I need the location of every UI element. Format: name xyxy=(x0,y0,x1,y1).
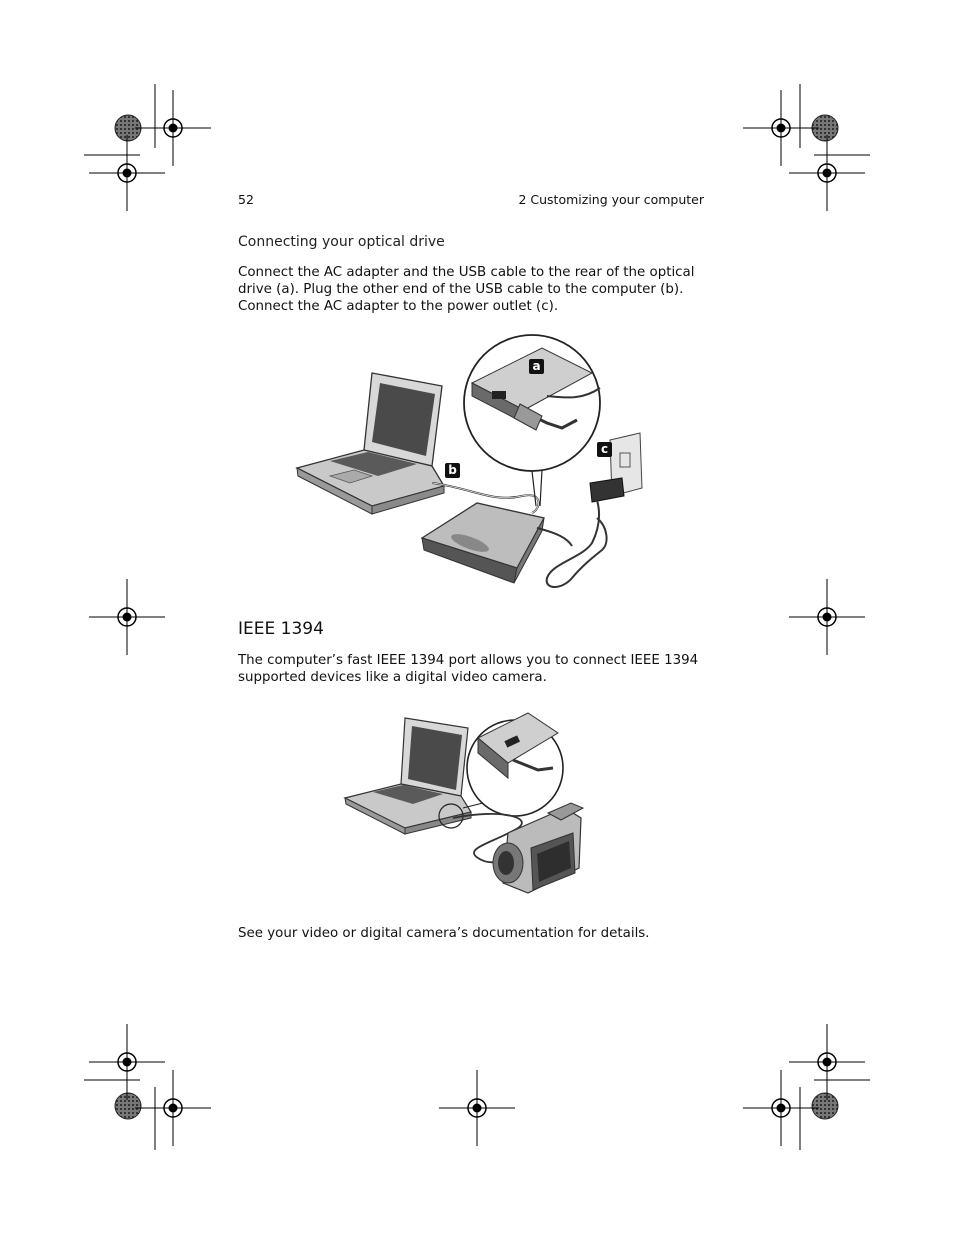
ieee-heading: IEEE 1394 xyxy=(238,619,324,639)
chapter-title: 2 Customizing your computer xyxy=(518,192,704,207)
callout-c: c xyxy=(597,442,612,457)
paragraph-line: The computer’s fast IEEE 1394 port allows you to connect IEEE 1394 xyxy=(238,653,699,668)
optical-drive-illustration xyxy=(292,328,652,593)
paragraph-line: Connect the AC adapter and the USB cable to the rear of the optical xyxy=(238,265,695,280)
callout-a: a xyxy=(529,359,544,374)
footer-note: See your video or digital camera’s documentation for details. xyxy=(238,926,650,941)
optical-subheading: Connecting your optical drive xyxy=(238,234,445,250)
callout-b: b xyxy=(445,463,460,478)
ieee-camera-illustration xyxy=(343,708,588,898)
ieee-paragraph xyxy=(238,652,708,686)
page-number: 52 xyxy=(238,192,254,207)
paragraph-line: drive (a). Plug the other end of the USB cable to the computer (b). xyxy=(238,282,684,297)
paragraph-line: Connect the AC adapter to the power outlet (c). xyxy=(238,299,559,314)
paragraph-line: supported devices like a digital video camera. xyxy=(238,670,547,685)
optical-paragraph xyxy=(238,264,708,315)
